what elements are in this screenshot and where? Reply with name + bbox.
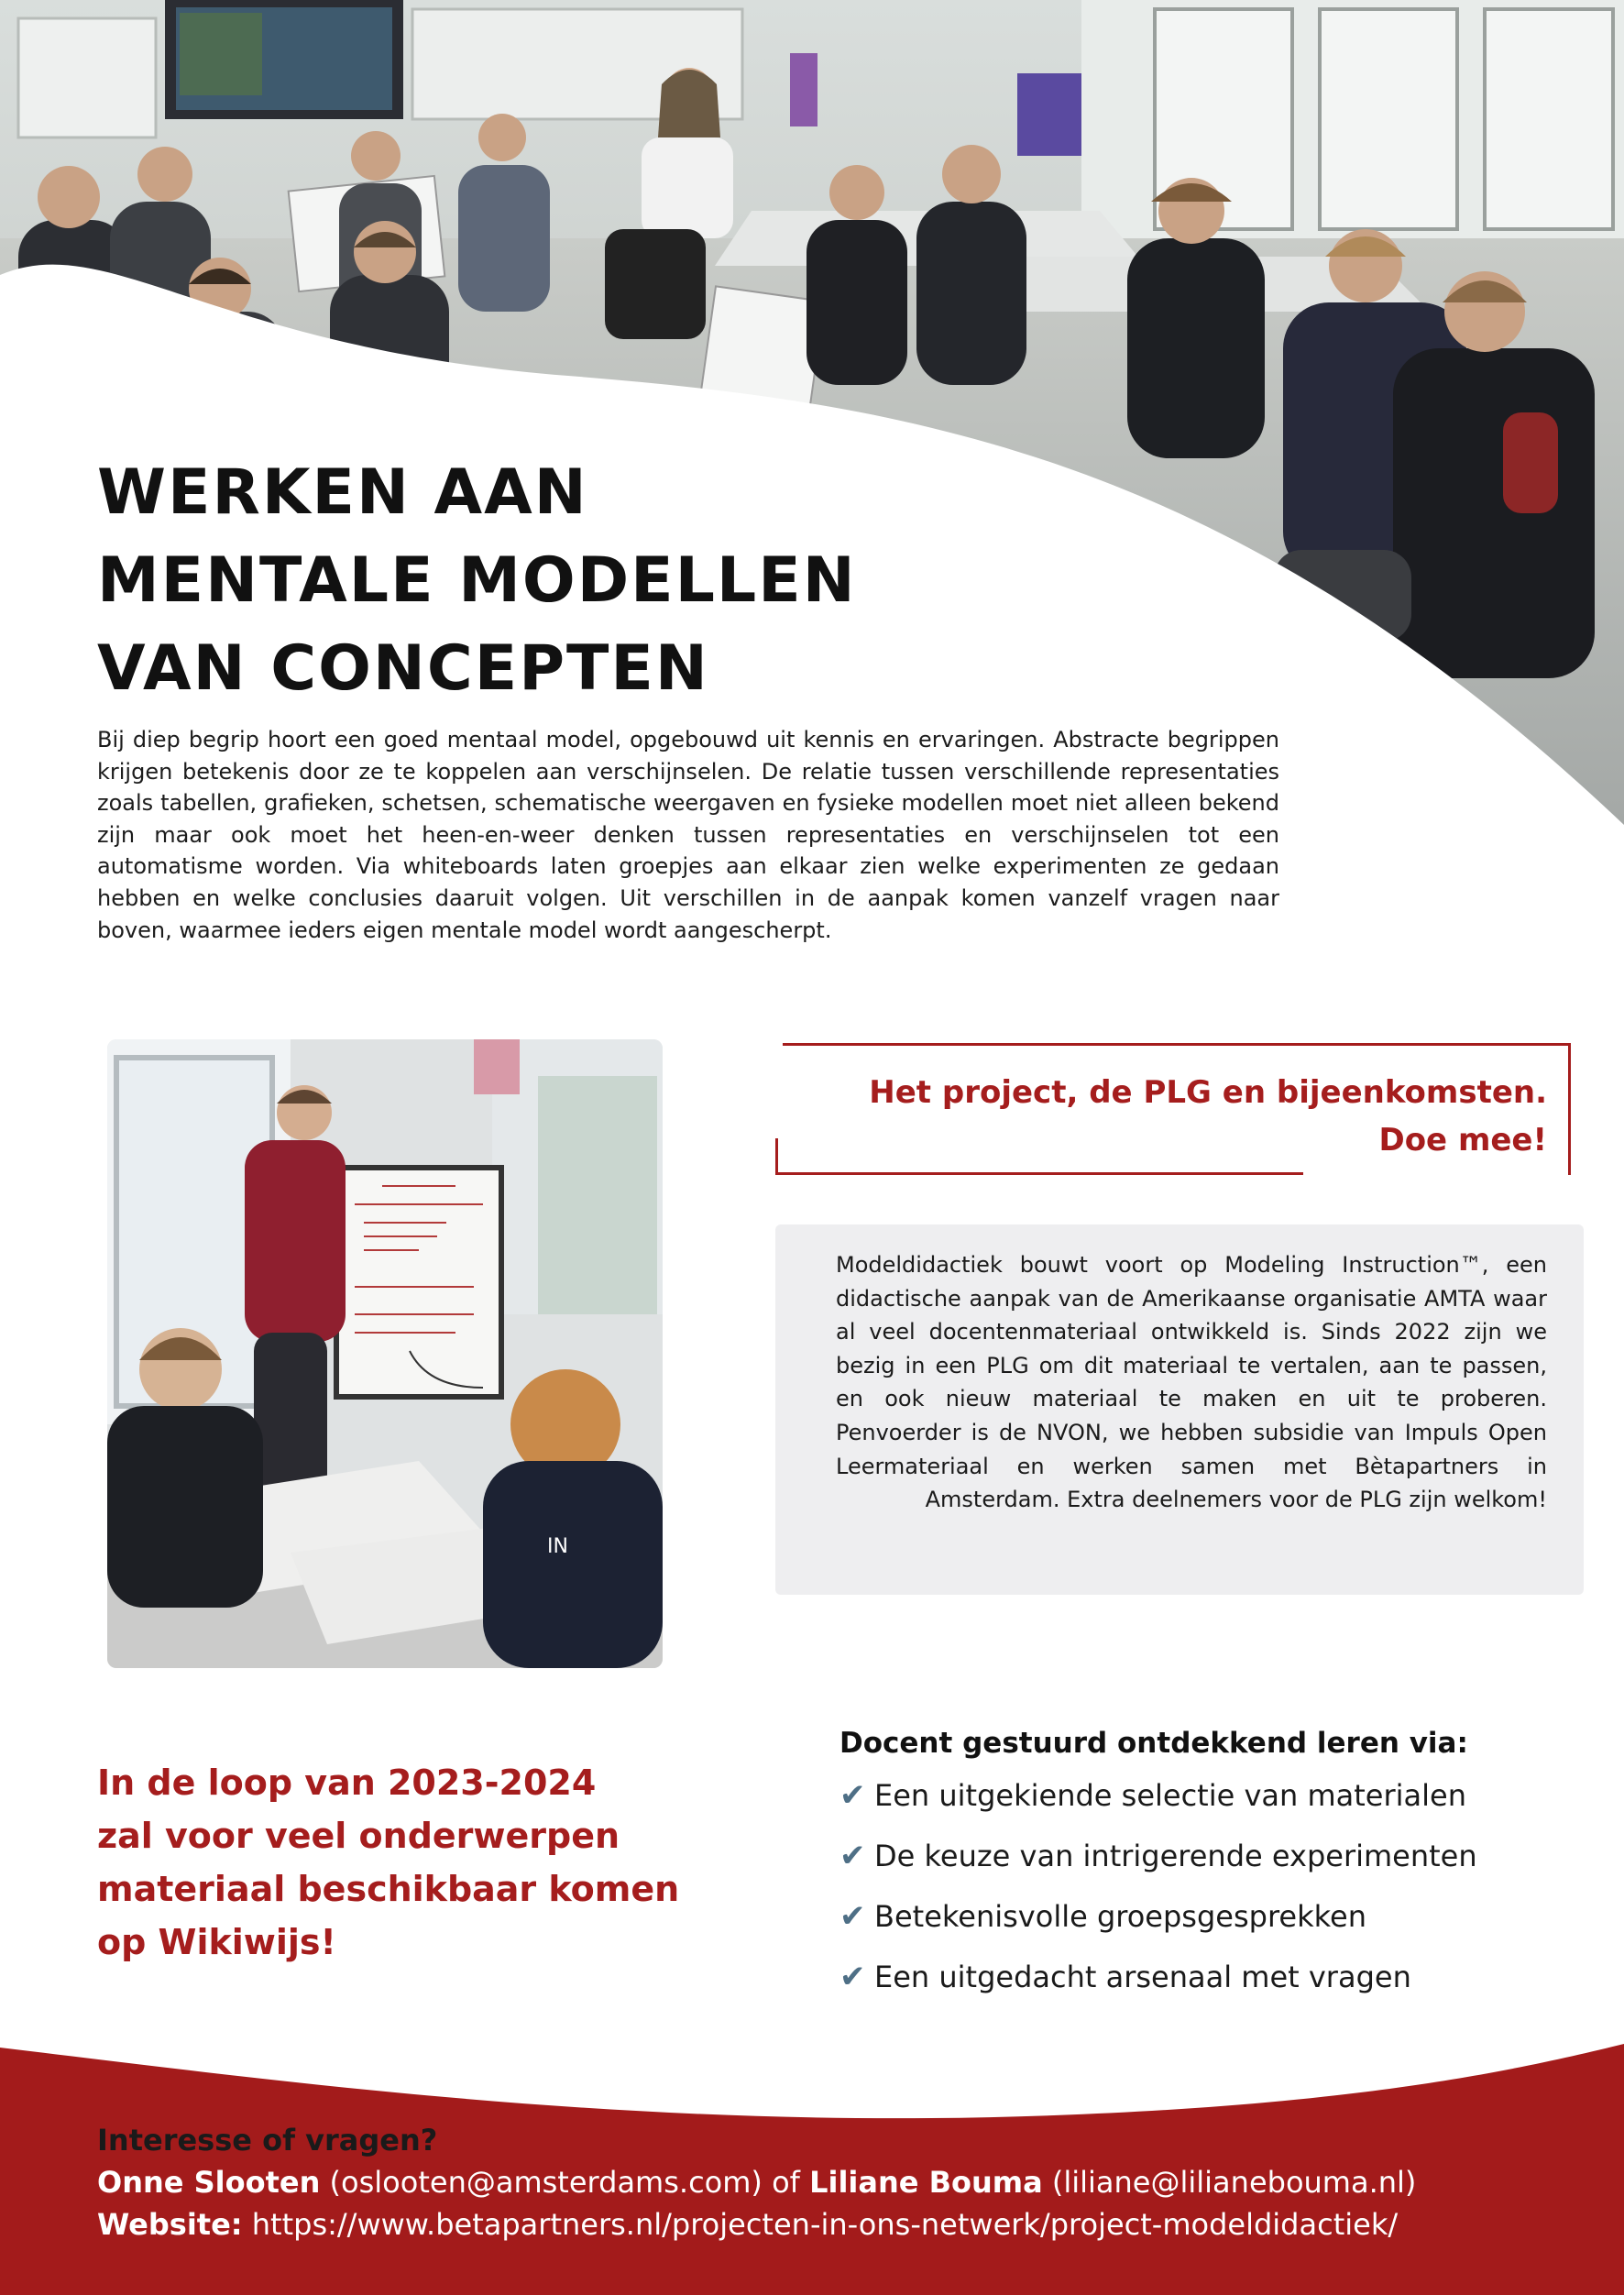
project-heading-line-2: Doe mee! — [1378, 1122, 1547, 1158]
contact-2-email[interactable]: (liliane@lilianebouma.nl) — [1051, 2165, 1417, 2200]
wiki-line-2: zal voor veel onderwerpen — [97, 1816, 620, 1856]
footer-website-line — [97, 2203, 1582, 2246]
docent-list — [839, 1765, 1554, 2007]
info-paragraph: Modeldidactiek bouwt voort op Modeling Instruction™, een didactische aanpak van de Amerikaanse organisatie AMTA waar al veel docentenmateriaal ontwikkeld is. Sinds 2022 zijn we bezig in een PLG om dit materiaal te vertalen, aan te passen, en ook nieuw materiaal te maken en uit te proberen. Penvoerder is de NVON, we hebben subsidie van Impuls Open Leermateriaal en werken samen met Bètapartners in Amsterdam. Extra deelnemers voor de PLG zijn welkom! — [836, 1252, 1547, 1513]
project-callout — [775, 1043, 1571, 1175]
checkmark-icon: ✔ — [839, 1959, 866, 1995]
checkmark-icon: ✔ — [839, 1898, 866, 1935]
whiteboard-illustration — [107, 1039, 663, 1668]
list-item — [839, 1826, 1554, 1886]
project-heading — [869, 1069, 1547, 1164]
bracket-bottom-line — [775, 1172, 1303, 1175]
checkmark-icon: ✔ — [839, 1838, 866, 1874]
contact-joiner: of — [762, 2165, 810, 2200]
list-item-label: De keuze van intrigerende experimenten — [874, 1839, 1477, 1873]
docent-section — [839, 1723, 1554, 2007]
bracket-top-line — [783, 1043, 1571, 1046]
contact-1-email[interactable]: (oslooten@amsterdams.com) — [329, 2165, 763, 2200]
footer-contacts-line — [97, 2161, 1582, 2203]
contact-1-name: Onne Slooten — [97, 2165, 321, 2200]
page-title — [97, 449, 977, 713]
website-link[interactable]: https://www.betapartners.nl/projecten-in-ons-netwerk/project-modeldidactiek/ — [251, 2207, 1399, 2242]
wiki-line-3: materiaal beschikbaar komen — [97, 1869, 680, 1909]
title-line-3: VAN CONCEPTEN — [97, 632, 709, 705]
whiteboard-photo — [107, 1039, 663, 1668]
bracket-right-line — [1568, 1043, 1571, 1175]
wikiwijs-announcement — [97, 1756, 830, 1969]
wiki-line-1: In de loop van 2023-2024 — [97, 1762, 597, 1803]
title-line-2: MENTALE MODELLEN — [97, 544, 857, 617]
checkmark-icon: ✔ — [839, 1777, 866, 1814]
project-heading-line-1: Het project, de PLG en bijeenkomsten. — [869, 1074, 1547, 1111]
docent-heading: Docent gestuurd ontdekkend leren via: — [839, 1727, 1468, 1760]
contact-2-name: Liliane Bouma — [809, 2165, 1043, 2200]
title-line-1: WERKEN AAN — [97, 456, 588, 529]
list-item-label: Een uitgekiende selectie van materialen — [874, 1778, 1466, 1813]
list-item-label: Een uitgedacht arsenaal met vragen — [874, 1960, 1411, 1994]
wiki-line-4: op Wikiwijs! — [97, 1922, 336, 1962]
svg-text:IN: IN — [547, 1535, 568, 1558]
website-label: Website: — [97, 2207, 243, 2242]
list-item-label: Betekenisvolle groepsgesprekken — [874, 1899, 1366, 1934]
footer-heading: Interesse of vragen? — [97, 2123, 438, 2158]
list-item — [839, 1947, 1554, 2007]
list-item — [839, 1765, 1554, 1826]
footer-contact — [97, 2119, 1582, 2246]
list-item — [839, 1886, 1554, 1947]
info-box — [775, 1224, 1584, 1595]
bracket-left-line — [775, 1138, 778, 1175]
intro-paragraph: Bij diep begrip hoort een goed mentaal model, opgebouwd uit kennis en ervaringen. Abstracte begrippen krijgen betekenis door ze te koppelen aan verschijnselen. De relatie tussen verschillende representaties zoals tabellen, grafieken, schetsen, schematische weergaven en fysieke modellen moet niet alleen bekend zijn maar ook moet het heen-en-weer denken tussen representaties en verschijnselen tot een automatisme worden. Via whiteboards laten groepjes aan elkaar zien welke experimenten ze gedaan hebben en welke conclusies daaruit volgen. Uit verschillen in de aanpak komen vanzelf vragen naar boven, waarmee ieders eigen mentale model wordt aangescherpt. — [97, 727, 1279, 943]
